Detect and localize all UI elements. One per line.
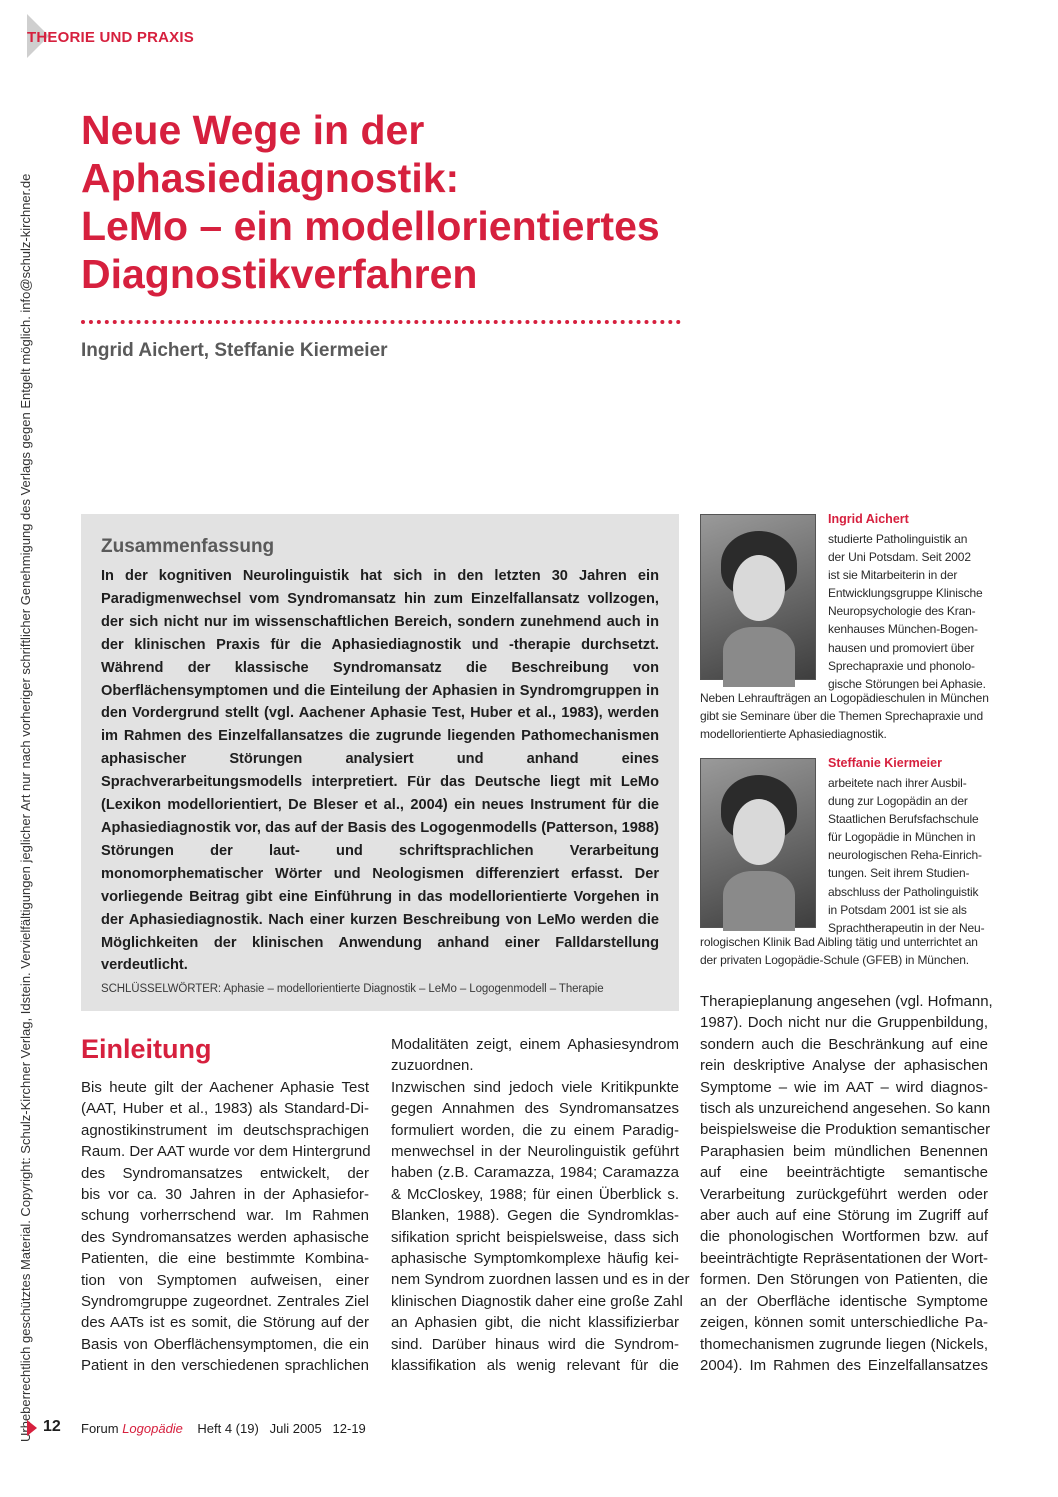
text-line: des AATs ist es somit, die Störung auf der (81, 1314, 369, 1332)
text-line: (AAT, Huber et al., 1983) als Standard-Di- (81, 1100, 369, 1118)
summary-box (81, 514, 679, 1011)
issue-date: Juli 2005 (269, 1421, 322, 1436)
text-line: Blanken, 1988). Gegen die Syndromklas- (391, 1207, 679, 1225)
bio-line: Sprachtherapeutin in der Neu- (828, 920, 985, 935)
text-line: Raum. Der AAT wurde vor dem Hintergrund (81, 1143, 371, 1161)
author-photo-kiermeier (700, 758, 816, 928)
bio-text-full (700, 689, 989, 743)
dotted-divider (81, 320, 681, 324)
bio-name: Ingrid Aichert (828, 512, 909, 526)
bio-line: neurologischen Reha-Einrich- (828, 848, 982, 863)
text-line: tisch als unzureichend angesehen. So kann (700, 1100, 991, 1118)
text-line: sifikation spricht beispielsweise, dass sich (391, 1228, 679, 1246)
bio-line: Sprechapraxie und phonolo- (828, 658, 975, 673)
text-line: bis vor ca. 30 Jahren in der Aphasiefor- (81, 1186, 369, 1204)
text-line: auf eine beeinträchtigte semantische (700, 1164, 988, 1182)
bio-line: studierte Patholinguistik an (828, 532, 968, 546)
bio-line: in Potsdam 2001 ist sie als (828, 902, 967, 917)
body-column-1 (81, 1077, 369, 1377)
bio-line: arbeitete nach ihrer Ausbil- (828, 776, 967, 790)
bio-line: ist sie Mitarbeiterin in der (828, 568, 958, 583)
text-line: Therapieplanung angesehen (vgl. Hofmann, (700, 993, 993, 1010)
text-line: nem Syndrom zuordnen lassen und es in der (391, 1271, 690, 1289)
copyright-notice: Urheberrechtlich geschütztes Material. Copyright: Schulz-Kirchner Verlag, Idstein. Vervielfältigungen jeglicher Art nur nach vorheriger schriftlicher Genehmigung des Verlags gegen Entgelt möglich. info@schulz-kirchner.de (18, 173, 33, 1442)
bio-line: hausen und promoviert über (828, 640, 975, 655)
title-line: Aphasiediagnostik: (81, 155, 460, 201)
text-line: Syndromgruppe zugeordnet. Zentrales Ziel (81, 1293, 369, 1311)
page-range: 12-19 (332, 1421, 366, 1436)
summary-heading: Zusammenfassung (101, 536, 275, 557)
text-line: 1987). Doch nicht nur die Gruppenbildung, (700, 1014, 988, 1032)
bio-line: gische Störungen bei Aphasie. (828, 676, 986, 691)
text-line: beispielsweise die Produktion semantischer (700, 1121, 991, 1139)
journal-name: Logopädie (122, 1421, 183, 1436)
text-line: des Syndromansatzes werden aphasische (81, 1228, 369, 1246)
text-line: haben (z.B. Caramazza, 1984; Caramazza (391, 1164, 679, 1182)
body-column-2 (391, 1034, 690, 1377)
photo-shoulders (723, 627, 795, 687)
text-line: rein deskriptive Analyse der aphasischen (700, 1057, 988, 1075)
text-line: des Syndromansatzes entwickelt, der (81, 1164, 369, 1182)
text-line: klassifikation als wenig relevant für die (391, 1357, 679, 1375)
bio-text-beside-photo (828, 774, 984, 937)
bio-line: Neben Lehraufträgen an Logopädieschulen in München (700, 691, 989, 705)
text-line: an Aphasien gibt, die nicht klassifizierbar (391, 1314, 679, 1332)
text-line: Patienten, die eine bestimmte Kombina- (81, 1250, 369, 1268)
bio-line: gibt sie Seminare über die Themen Sprechapraxie und (700, 709, 983, 724)
page-number: 12 (43, 1418, 61, 1435)
text-line: Basis von Oberflächensymptomen, die ein (81, 1335, 369, 1353)
bio-line: tungen. Seit ihrem Studien- (828, 866, 970, 881)
text-line: an der Oberfläche identische Symptome (700, 1292, 988, 1310)
text-line: tion von Symptomen aufweisen, einer (81, 1271, 369, 1289)
text-line: Bis heute gilt der Aachener Aphasie Test (81, 1079, 369, 1096)
text-line: formuliert worden, die zu einem Paradig- (391, 1121, 679, 1139)
journal-prefix: Forum (81, 1421, 119, 1436)
bio-text-full (700, 933, 978, 969)
text-line: agnostikinstrument im deutschsprachigen (81, 1121, 369, 1139)
page-arrow-icon (27, 1420, 37, 1436)
text-line: & McCloskey, 1988; für einen Überblick s. (391, 1185, 679, 1203)
text-line: thomechanismen zugrunde liegen (Nickels, (700, 1335, 988, 1353)
text-line: aphasische Symptomkomplexe häufig kei- (391, 1250, 679, 1268)
text-line: die phonologischen Wortformen bzw. auf (700, 1228, 988, 1246)
text-line: formen. Den Störungen von Patienten, die (700, 1271, 988, 1289)
issue: Heft 4 (19) (197, 1421, 259, 1436)
bio-line: rologischen Klinik Bad Aibling tätig und unterrichtet an (700, 935, 978, 949)
body-column-3 (700, 991, 993, 1376)
text-line: menwechsel in der Neurolinguistik geführt (391, 1143, 679, 1161)
section-heading: Einleitung (81, 1034, 212, 1064)
article-title (81, 106, 721, 298)
bio-line: abschluss der Patholinguistik (828, 884, 979, 899)
section-label: THEORIE UND PRAXIS (27, 29, 194, 46)
bio-line: der privaten Logopädie-Schule (GFEB) in München. (700, 953, 969, 968)
text-line: gegen Annahmen des Syndromansatzes (391, 1100, 679, 1118)
author-line: Ingrid Aichert, Steffanie Kiermeier (81, 340, 388, 361)
bio-text-beside-photo (828, 530, 986, 693)
title-line: LeMo – ein modellorientiertes (81, 203, 660, 249)
text-line: zuzuordnen. (391, 1057, 474, 1075)
bio-line: der Uni Potsdam. Seit 2002 (828, 550, 971, 565)
summary-text: In der kognitiven Neurolinguistik hat sich in den letzten 30 Jahren ein Paradigmenwechsel vom Syndromansatz hin zum Einzelfallansatz vollzogen, der sich nicht nur im wissenschaftlichen Bereich, sondern zunehmend auch in der klinischen Praxis für die Aphasiediagnostik und -therapie durchsetzt. Während der klassische Syndromansatz die Beschreibung von Oberflächensymptomen und die Einteilung der Aphasien in Syndromgruppen in den Vordergrund stellt (vgl. Aachener Aphasie Test, Huber et al., 1983), werden im Rahmen des Einzelfallansatzes die zugrunde liegenden Pathomechanismen aphasischer Störungen analysiert und anhand eines Sprachverarbeitungsmodells interpretiert. Für das Deutsche liegt mit LeMo (Lexikon modellorientiert, De Bleser et al., 2004) ein neues Instrument für die Aphasiediagnostik vor, das auf der Basis des Logogenmodells (Patterson, 1988) Störungen der laut- und schriftsprachlichen Verarbeitung monomorphematischer Wörter und Neologismen differenziert erfasst. Der vorliegende Beitrag gibt eine Einführung in das modellorientierte Vorgehen in der Aphasiediagnostik. Nach einer kurzen Beschreibung von LeMo werden die Möglichkeiten der klinischen Anwendung anhand einer Falldarstellung verdeutlicht. (101, 568, 659, 974)
text-line: Paraphasien beim mündlichen Benennen (700, 1142, 988, 1160)
text-line: Inzwischen sind jedoch viele Kritikpunkte (391, 1078, 679, 1096)
text-line: Patient in den verschiedenen sprachlichen (81, 1357, 369, 1375)
text-line: klinischen Diagnostik daher eine große Zahl (391, 1292, 683, 1310)
text-line: sondern auch die Beschränkung auf eine (700, 1035, 988, 1053)
bio-line: dung zur Logopädin an der (828, 794, 968, 809)
bio-line: Staatlichen Berufsfachschule (828, 812, 979, 827)
bio-line: für Logopädie in München in (828, 830, 976, 845)
author-photo-aichert (700, 514, 816, 680)
photo-shoulders (723, 871, 795, 931)
title-line: Neue Wege in der (81, 107, 425, 153)
text-line: Modalitäten zeigt, einem Aphasiesyndrom (391, 1036, 679, 1053)
text-line: 2004). Im Rahmen des Einzelfallansatzes (700, 1356, 988, 1374)
bio-name: Steffanie Kiermeier (828, 756, 942, 770)
footer-info (81, 1421, 366, 1436)
bio-line: modellorientierte Aphasiediagnostik. (700, 727, 887, 742)
title-line: Diagnostikverfahren (81, 251, 478, 297)
text-line: schung vorherrschend war. Im Rahmen (81, 1207, 369, 1225)
bio-line: Neuropsychologie des Kran- (828, 604, 976, 619)
bio-line: kenhauses München-Bogen- (828, 622, 978, 637)
bio-line: Entwicklungsgruppe Klinische (828, 586, 983, 601)
text-line: zeigen, können somit unterschiedliche Pa- (700, 1314, 988, 1332)
text-line: aber auch auf eine Störung im Zugriff auf (700, 1207, 988, 1225)
text-line: Verarbeitung zurückgeführt werden oder (700, 1185, 988, 1203)
text-line: Symptome – wie im AAT – wird diagnos- (700, 1078, 988, 1096)
keywords: SCHLÜSSELWÖRTER: Aphasie – modellorientierte Diagnostik – LeMo – Logogenmodell – Therapie (101, 983, 604, 996)
photo-face (733, 555, 785, 621)
text-line: beeinträchtigte Repräsentationen der Wort- (700, 1249, 988, 1267)
text-line: sind. Darüber hinaus wird die Syndrom- (391, 1335, 679, 1353)
photo-face (733, 799, 785, 865)
